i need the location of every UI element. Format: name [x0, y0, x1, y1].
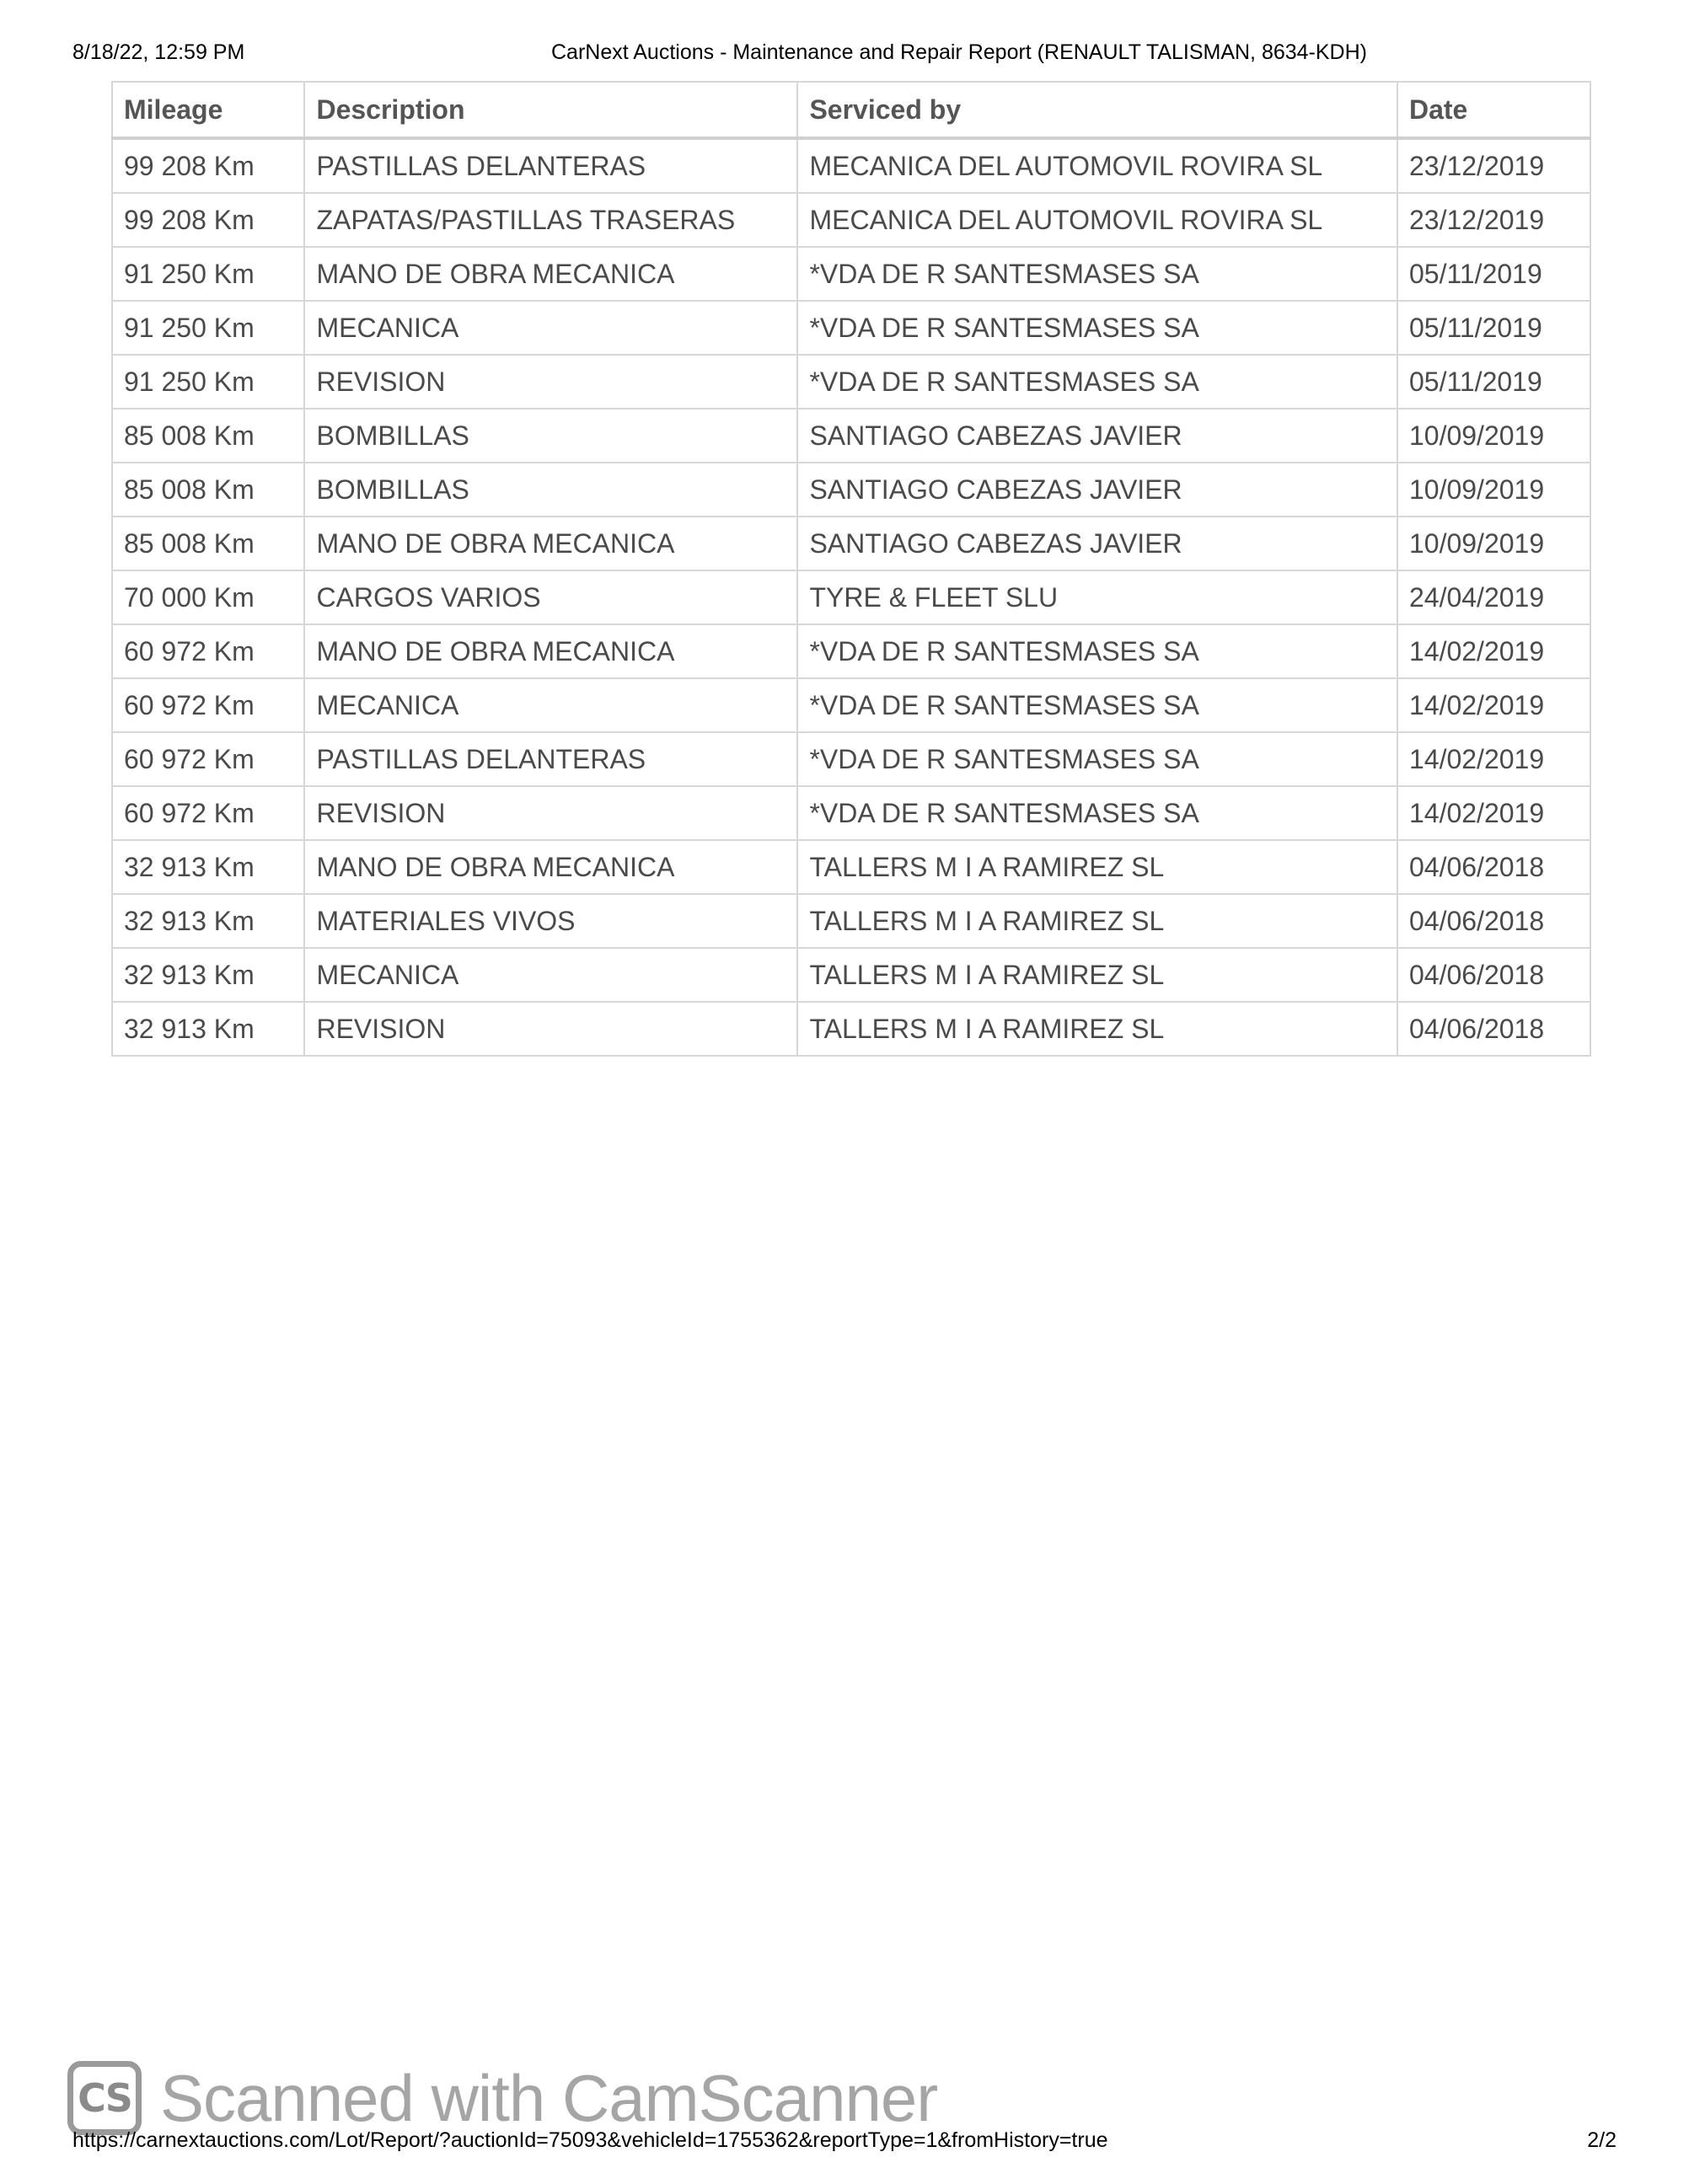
description-cell: PASTILLAS DELANTERAS	[304, 138, 797, 193]
watermark-text: Scanned with CamScanner	[160, 2060, 938, 2135]
date-cell: 24/04/2019	[1397, 570, 1590, 624]
serviced-by-cell: TALLERS M I A RAMIREZ SL	[797, 1002, 1397, 1056]
date-cell: 10/09/2019	[1397, 463, 1590, 517]
date-cell: 14/02/2019	[1397, 732, 1590, 786]
description-cell: REVISION	[304, 1002, 797, 1056]
page-title: CarNext Auctions - Maintenance and Repair Report (RENAULT TALISMAN, 8634-KDH)	[551, 40, 1367, 64]
serviced-by-cell: *VDA DE R SANTESMASES SA	[797, 355, 1397, 409]
description-cell: MANO DE OBRA MECANICA	[304, 624, 797, 678]
serviced-by-cell: *VDA DE R SANTESMASES SA	[797, 247, 1397, 301]
serviced-by-cell: MECANICA DEL AUTOMOVIL ROVIRA SL	[797, 138, 1397, 193]
date-cell: 04/06/2018	[1397, 948, 1590, 1002]
description-cell: CARGOS VARIOS	[304, 570, 797, 624]
serviced-by-cell: SANTIAGO CABEZAS JAVIER	[797, 517, 1397, 570]
date-cell: 10/09/2019	[1397, 517, 1590, 570]
table-row	[112, 409, 1590, 463]
table-row	[112, 463, 1590, 517]
serviced-by-cell: SANTIAGO CABEZAS JAVIER	[797, 409, 1397, 463]
table-row	[112, 894, 1590, 948]
print-header	[72, 40, 1617, 71]
description-cell: MECANICA	[304, 678, 797, 732]
description-cell: MANO DE OBRA MECANICA	[304, 840, 797, 894]
camscanner-logo-icon: CS	[67, 2061, 142, 2135]
table-row	[112, 138, 1590, 193]
description-cell: MECANICA	[304, 301, 797, 355]
description-cell: MANO DE OBRA MECANICA	[304, 517, 797, 570]
description-cell: BOMBILLAS	[304, 409, 797, 463]
mileage-cell: 60 972 Km	[112, 624, 304, 678]
mileage-cell: 91 250 Km	[112, 355, 304, 409]
mileage-cell: 85 008 Km	[112, 517, 304, 570]
mileage-cell: 60 972 Km	[112, 732, 304, 786]
serviced-by-cell: MECANICA DEL AUTOMOVIL ROVIRA SL	[797, 193, 1397, 247]
date-cell: 05/11/2019	[1397, 355, 1590, 409]
description-cell: MATERIALES VIVOS	[304, 894, 797, 948]
date-cell: 23/12/2019	[1397, 193, 1590, 247]
mileage-cell: 85 008 Km	[112, 463, 304, 517]
date-cell: 04/06/2018	[1397, 1002, 1590, 1056]
serviced-by-cell: TYRE & FLEET SLU	[797, 570, 1397, 624]
column-header-serviced-by: Serviced by	[797, 82, 1397, 138]
table-row	[112, 624, 1590, 678]
serviced-by-cell: *VDA DE R SANTESMASES SA	[797, 732, 1397, 786]
serviced-by-cell: *VDA DE R SANTESMASES SA	[797, 678, 1397, 732]
mileage-cell: 99 208 Km	[112, 193, 304, 247]
page-url: https://carnextauctions.com/Lot/Report/?auctionId=75093&vehicleId=1755362&reportType=1&fromHistory=true	[72, 2128, 1108, 2152]
date-cell: 14/02/2019	[1397, 678, 1590, 732]
table-row	[112, 678, 1590, 732]
print-footer	[72, 2128, 1617, 2157]
serviced-by-cell: TALLERS M I A RAMIREZ SL	[797, 840, 1397, 894]
table-row	[112, 193, 1590, 247]
serviced-by-cell: *VDA DE R SANTESMASES SA	[797, 786, 1397, 840]
table-row	[112, 247, 1590, 301]
date-cell: 05/11/2019	[1397, 247, 1590, 301]
serviced-by-cell: *VDA DE R SANTESMASES SA	[797, 301, 1397, 355]
description-cell: REVISION	[304, 786, 797, 840]
column-header-date: Date	[1397, 82, 1590, 138]
serviced-by-cell: SANTIAGO CABEZAS JAVIER	[797, 463, 1397, 517]
table-header-row	[112, 82, 1590, 138]
mileage-cell: 91 250 Km	[112, 247, 304, 301]
mileage-cell: 32 913 Km	[112, 840, 304, 894]
table-row	[112, 570, 1590, 624]
mileage-cell: 32 913 Km	[112, 894, 304, 948]
description-cell: ZAPATAS/PASTILLAS TRASERAS	[304, 193, 797, 247]
table-row	[112, 517, 1590, 570]
date-cell: 05/11/2019	[1397, 301, 1590, 355]
table-row	[112, 840, 1590, 894]
serviced-by-cell: TALLERS M I A RAMIREZ SL	[797, 894, 1397, 948]
camscanner-watermark	[67, 2056, 937, 2140]
table-row	[112, 732, 1590, 786]
description-cell: MANO DE OBRA MECANICA	[304, 247, 797, 301]
table-row	[112, 948, 1590, 1002]
column-header-description: Description	[304, 82, 797, 138]
description-cell: PASTILLAS DELANTERAS	[304, 732, 797, 786]
mileage-cell: 99 208 Km	[112, 138, 304, 193]
table-row	[112, 1002, 1590, 1056]
date-cell: 04/06/2018	[1397, 894, 1590, 948]
serviced-by-cell: *VDA DE R SANTESMASES SA	[797, 624, 1397, 678]
mileage-cell: 60 972 Km	[112, 786, 304, 840]
table-row	[112, 355, 1590, 409]
date-cell: 14/02/2019	[1397, 624, 1590, 678]
table-body	[112, 138, 1590, 1056]
print-datetime: 8/18/22, 12:59 PM	[72, 40, 245, 64]
date-cell: 14/02/2019	[1397, 786, 1590, 840]
table-row	[112, 786, 1590, 840]
date-cell: 10/09/2019	[1397, 409, 1590, 463]
date-cell: 04/06/2018	[1397, 840, 1590, 894]
maintenance-table	[111, 81, 1591, 1057]
mileage-cell: 32 913 Km	[112, 948, 304, 1002]
description-cell: MECANICA	[304, 948, 797, 1002]
mileage-cell: 85 008 Km	[112, 409, 304, 463]
column-header-mileage: Mileage	[112, 82, 304, 138]
mileage-cell: 91 250 Km	[112, 301, 304, 355]
mileage-cell: 60 972 Km	[112, 678, 304, 732]
description-cell: BOMBILLAS	[304, 463, 797, 517]
page-number: 2/2	[1587, 2128, 1617, 2152]
serviced-by-cell: TALLERS M I A RAMIREZ SL	[797, 948, 1397, 1002]
mileage-cell: 32 913 Km	[112, 1002, 304, 1056]
table-row	[112, 301, 1590, 355]
description-cell: REVISION	[304, 355, 797, 409]
date-cell: 23/12/2019	[1397, 138, 1590, 193]
mileage-cell: 70 000 Km	[112, 570, 304, 624]
